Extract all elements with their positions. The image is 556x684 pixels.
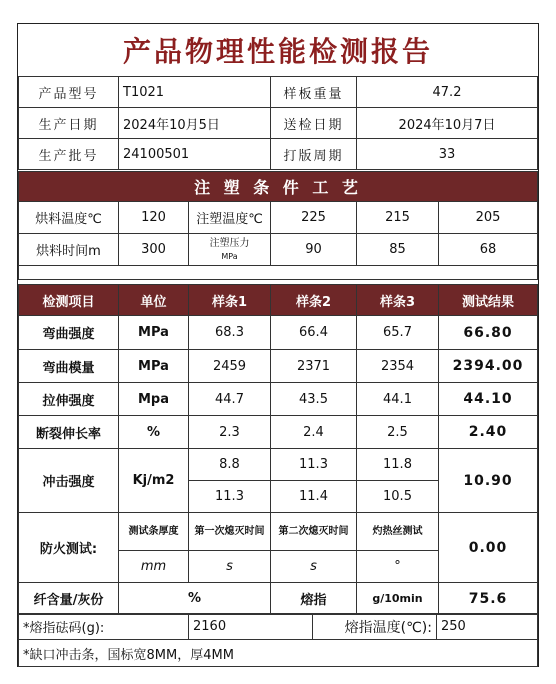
- process-table: [18, 171, 538, 280]
- batch-label: 生产批号: [19, 139, 119, 170]
- impact-unit: Kj/m2: [119, 449, 189, 513]
- fire-thickness-label: 测试条厚度: [119, 513, 189, 551]
- process-header: 注 塑 条 件 工 艺: [19, 172, 538, 202]
- impact-r1-s3: 11.8: [357, 449, 439, 481]
- table-row: [19, 383, 538, 416]
- flex-strength-s3: 65.7: [357, 316, 439, 350]
- table-row: [19, 350, 538, 383]
- flex-modulus-unit: MPa: [119, 350, 189, 383]
- table-row: [19, 583, 538, 615]
- header-sample-1: 样条1: [189, 285, 271, 316]
- fire-first-label: 第一次熄灭时间: [189, 513, 271, 551]
- flex-strength-result: 66.80: [439, 316, 538, 350]
- melt-unit: g/10min: [357, 583, 439, 615]
- fire-first-unit: s: [189, 551, 271, 583]
- footer-weight-value: 2160: [189, 614, 313, 640]
- inj-pressure-unit: MPa: [221, 251, 238, 261]
- footer-note: *缺口冲击条，国标宽8MM，厚4MM: [19, 640, 538, 667]
- report-title: 产品物理性能检测报告: [18, 24, 538, 77]
- header-sample-2: 样条2: [271, 285, 357, 316]
- tensile-result: 44.10: [439, 383, 538, 416]
- flex-modulus-s1: 2459: [189, 350, 271, 383]
- inj-pressure-value-1: 90: [271, 234, 357, 266]
- send-date-value: 2024年10月7日: [357, 108, 538, 139]
- impact-r2-s2: 11.4: [271, 481, 357, 513]
- impact-result: 10.90: [439, 449, 538, 513]
- elongation-result: 2.40: [439, 416, 538, 449]
- model-label: 产品型号: [19, 77, 119, 108]
- flex-modulus-s2: 2371: [271, 350, 357, 383]
- inj-temp-label: 注塑温度℃: [189, 202, 271, 234]
- flex-strength-unit: MPa: [119, 316, 189, 350]
- prod-date-value: 2024年10月5日: [119, 108, 271, 139]
- table-row: [19, 513, 538, 551]
- test-table: [18, 284, 538, 615]
- elongation-s2: 2.4: [271, 416, 357, 449]
- footer-weight-label: *熔指砝码(g):: [19, 614, 189, 640]
- weight-value: 47.2: [357, 77, 538, 108]
- inj-pressure-cell: [189, 234, 271, 266]
- header-result: 测试结果: [439, 285, 538, 316]
- fire-wire-unit: °: [357, 551, 439, 583]
- fire-second-unit: s: [271, 551, 357, 583]
- flex-strength-s1: 68.3: [189, 316, 271, 350]
- tensile-s1: 44.7: [189, 383, 271, 416]
- cycle-value: 33: [357, 139, 538, 170]
- impact-r2-s3: 10.5: [357, 481, 439, 513]
- info-row: [19, 108, 538, 139]
- fire-thickness-unit: mm: [119, 551, 189, 583]
- fire-result: 0.00: [439, 513, 538, 583]
- report-sheet: [17, 23, 539, 667]
- impact-r1-s2: 11.3: [271, 449, 357, 481]
- fire-second-label: 第二次熄灭时间: [271, 513, 357, 551]
- flex-strength-s2: 66.4: [271, 316, 357, 350]
- flex-modulus-result: 2394.00: [439, 350, 538, 383]
- product-info-table: [18, 76, 538, 170]
- cycle-label: 打版周期: [271, 139, 357, 170]
- inj-temp-value-2: 215: [357, 202, 439, 234]
- tensile-name: 拉伸强度: [19, 383, 119, 416]
- inj-pressure-value-3: 68: [439, 234, 538, 266]
- model-value: T1021: [119, 77, 271, 108]
- flex-strength-name: 弯曲强度: [19, 316, 119, 350]
- tensile-unit: Mpa: [119, 383, 189, 416]
- info-row: [19, 77, 538, 108]
- spacer-row: [19, 266, 538, 280]
- tensile-s3: 44.1: [357, 383, 439, 416]
- inj-pressure-label: 注塑压力: [209, 237, 250, 249]
- header-unit: 单位: [119, 285, 189, 316]
- header-sample-3: 样条3: [357, 285, 439, 316]
- inj-temp-value-3: 205: [439, 202, 538, 234]
- table-row: [19, 449, 538, 481]
- melt-value: 75.6: [439, 583, 538, 615]
- footer-melt-temp-label: 熔指温度(℃):: [313, 614, 437, 640]
- elongation-name: 断裂伸长率: [19, 416, 119, 449]
- fiber-unit: %: [119, 583, 271, 615]
- fire-name: 防火测试:: [19, 513, 119, 583]
- elongation-s3: 2.5: [357, 416, 439, 449]
- bake-time-value: 300: [119, 234, 189, 266]
- table-row: [19, 316, 538, 350]
- footer-melt-temp-value: 250: [437, 614, 538, 640]
- tensile-s2: 43.5: [271, 383, 357, 416]
- impact-r1-s1: 8.8: [189, 449, 271, 481]
- melt-label: 熔指: [271, 583, 357, 615]
- table-row: [19, 416, 538, 449]
- prod-date-label: 生产日期: [19, 108, 119, 139]
- footer-table: [18, 613, 538, 667]
- weight-label: 样板重量: [271, 77, 357, 108]
- batch-value: 24100501: [119, 139, 271, 170]
- impact-r2-s1: 11.3: [189, 481, 271, 513]
- elongation-s1: 2.3: [189, 416, 271, 449]
- header-item: 检测项目: [19, 285, 119, 316]
- flex-modulus-name: 弯曲模量: [19, 350, 119, 383]
- inj-pressure-value-2: 85: [357, 234, 439, 266]
- fire-wire-label: 灼热丝测试: [357, 513, 439, 551]
- send-date-label: 送检日期: [271, 108, 357, 139]
- impact-name: 冲击强度: [19, 449, 119, 513]
- elongation-unit: %: [119, 416, 189, 449]
- fiber-name: 纤含量/灰份: [19, 583, 119, 615]
- inj-temp-value-1: 225: [271, 202, 357, 234]
- bake-temp-label: 烘料温度℃: [19, 202, 119, 234]
- flex-modulus-s3: 2354: [357, 350, 439, 383]
- bake-time-label: 烘料时间m: [19, 234, 119, 266]
- info-row: [19, 139, 538, 170]
- bake-temp-value: 120: [119, 202, 189, 234]
